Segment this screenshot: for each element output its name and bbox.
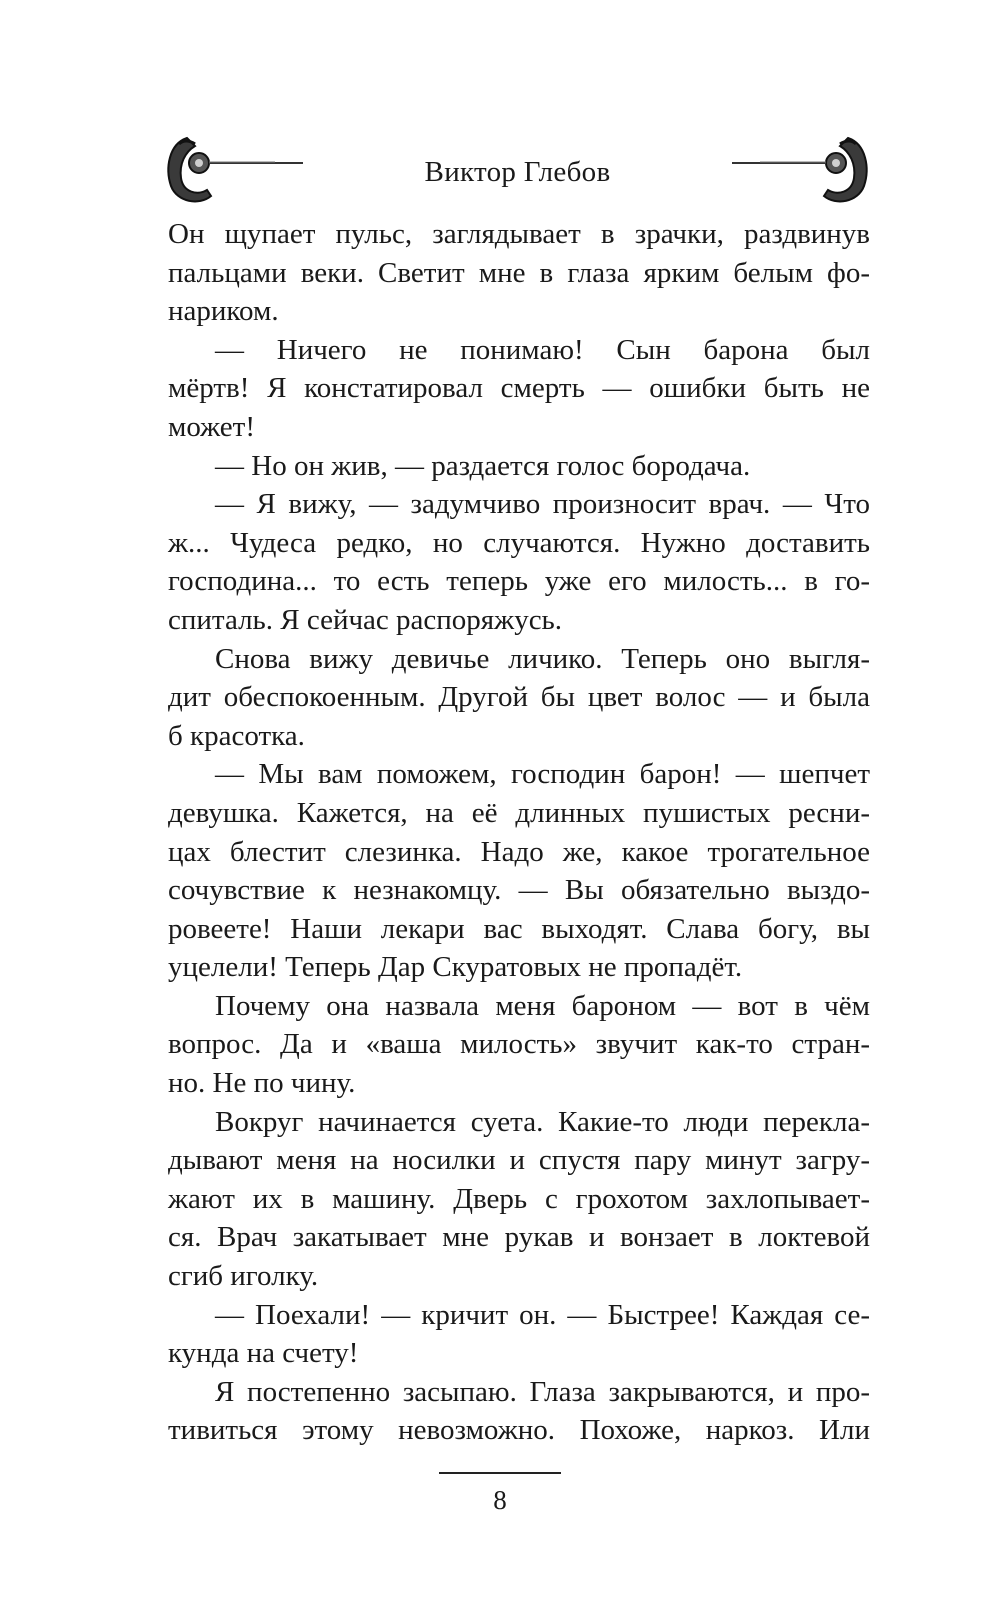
- text-line: — Но он жив, — раздается голос бородача.: [215, 449, 751, 482]
- text-line: Снова вижу девичье личико. Теперь оно выгля-: [215, 642, 870, 675]
- text-line: спиталь. Я сейчас распоряжусь.: [168, 603, 563, 636]
- page-header: [165, 130, 870, 210]
- text-line: ж... Чудеса редко, но случаются. Нужно доставить: [168, 526, 870, 559]
- text-line: ся. Врач закатывает мне рукав и вонзает в локтевой: [168, 1221, 870, 1254]
- text-line: Почему она назвала меня бароном — вот в чём: [215, 989, 870, 1022]
- ornament-swirl-icon: [730, 130, 870, 210]
- text-line: ровеете! Наши лекари вас выходят. Слава богу, вы: [168, 912, 870, 945]
- text-line: жают их в машину. Дверь с грохотом захлопывает-: [168, 1182, 870, 1215]
- text-line: сгиб иголку.: [168, 1260, 319, 1293]
- text-line: б красотка.: [168, 719, 305, 752]
- text-line: но. Не по чину.: [168, 1067, 356, 1100]
- page-footer: [0, 1472, 1000, 1516]
- text-line: дывают меня на носилки и спустя пару минут загру-: [168, 1144, 870, 1177]
- text-line: сочувствие к незнакомцу. — Вы обязательно выздо-: [168, 874, 870, 907]
- text-line: пальцами веки. Светит мне в глаза ярким белым фо-: [168, 256, 870, 289]
- text-line: — Мы вам поможем, господин барон! — шепчет: [215, 758, 870, 791]
- page-number: 8: [493, 1485, 507, 1515]
- text-line: — Я вижу, — задумчиво произносит врач. — Что: [215, 488, 870, 521]
- body-text: [168, 215, 870, 1450]
- text-line: мёртв! Я констатировал смерть — ошибки быть не: [168, 372, 870, 405]
- text-line: дит обеспокоенным. Другой бы цвет волос — и была: [168, 681, 870, 714]
- text-line: — Ничего не понимаю! Сын барона был: [215, 333, 870, 366]
- text-line: Он щупает пульс, заглядывает в зрачки, раздвинув: [168, 218, 870, 250]
- text-line: кунда на счету!: [168, 1337, 359, 1370]
- text-line: девушка. Кажется, на её длинных пушистых ресни-: [168, 796, 870, 829]
- text-line: тивиться этому невозможно. Похоже, наркоз. Или: [168, 1414, 870, 1447]
- footer-rule: [439, 1472, 561, 1474]
- text-line: Вокруг начинается суета. Какие-то люди перекла-: [215, 1105, 870, 1138]
- text-line: господина... то есть теперь уже его милость... в го-: [168, 565, 870, 598]
- text-line: Я постепенно засыпаю. Глаза закрываются, и про-: [215, 1375, 870, 1408]
- text-line: — Поехали! — кричит он. — Быстрее! Каждая се-: [215, 1298, 870, 1331]
- text-line: цах блестит слезинка. Надо же, какое трогательное: [168, 835, 870, 868]
- running-title: Виктор Глебов: [424, 156, 611, 188]
- text-line: может!: [168, 410, 255, 443]
- text-line: уцелели! Теперь Дар Скуратовых не пропадёт.: [168, 951, 743, 984]
- text-line: нариком.: [168, 295, 279, 328]
- text-line: вопрос. Да и «ваша милость» звучит как-то стран-: [168, 1028, 870, 1061]
